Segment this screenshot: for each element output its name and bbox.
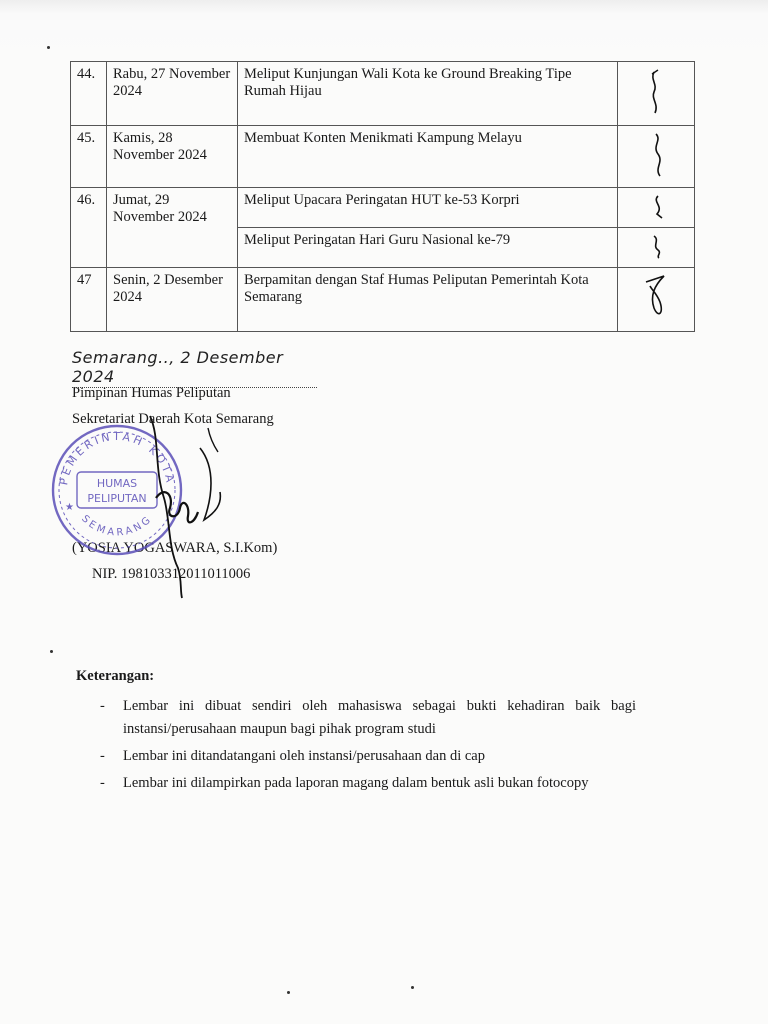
bullet-dash: - <box>100 775 105 791</box>
paraf-cell <box>618 126 695 188</box>
paraf-signature <box>624 66 701 118</box>
paraf-signature <box>624 192 701 220</box>
table-row <box>71 62 695 126</box>
handwritten-date: Semarang.., 2 Desember 2024 <box>72 348 317 388</box>
row-activity: Membuat Konten Menikmati Kampung Melayu <box>238 126 618 188</box>
row-date: Rabu, 27 November 2024 <box>107 62 238 126</box>
notes-title: Keterangan: <box>76 668 155 684</box>
note-text: Lembar ini ditandatangani oleh instansi/perusahaan dan di cap <box>123 748 485 764</box>
paraf-signature <box>624 232 701 260</box>
notes-list <box>76 695 636 795</box>
row-date: Jumat, 29 November 2024 <box>107 188 238 268</box>
signer-nip: NIP. 198103312011011006 <box>92 566 251 582</box>
paraf-signature <box>624 272 701 324</box>
signer-office: Sekretariat Daerah Kota Semarang <box>72 411 274 427</box>
stamp-ring-bottom: SEMARANG <box>79 513 155 539</box>
row-number: 45. <box>71 126 107 188</box>
list-item <box>76 745 636 768</box>
star-icon: ★ <box>65 502 74 513</box>
row-activity: Meliput Peringatan Hari Guru Nasional ke-79 <box>238 228 618 268</box>
list-item <box>76 772 636 795</box>
row-number: 47 <box>71 268 107 332</box>
speck <box>411 986 414 989</box>
stamp-center-line1: HUMAS <box>96 477 138 490</box>
paraf-cell <box>618 188 695 228</box>
activity-log-table <box>70 61 695 332</box>
row-number: 46. <box>71 188 107 268</box>
table-row <box>71 126 695 188</box>
paraf-cell <box>618 228 695 268</box>
notes-section <box>76 668 636 799</box>
bullet-dash: - <box>100 698 105 714</box>
row-activity: Meliput Upacara Peringatan HUT ke-53 Korpri <box>238 188 618 228</box>
table-row <box>71 268 695 332</box>
speck <box>287 991 290 994</box>
handwritten-signature <box>120 408 240 603</box>
note-text: Lembar ini dibuat sendiri oleh mahasiswa sebagai bukti kehadiran baik bagi instansi/perusahaan maupun bagi pihak program studi <box>123 698 636 737</box>
row-date: Senin, 2 Desember 2024 <box>107 268 238 332</box>
paraf-signature <box>624 130 701 180</box>
paraf-cell <box>618 62 695 126</box>
stamp-ring-top: PEMERINTAH KOTA <box>57 429 177 487</box>
row-date: Kamis, 28 November 2024 <box>107 126 238 188</box>
paraf-cell <box>618 268 695 332</box>
speck <box>50 650 53 653</box>
stamp-center-line2: PELIPUTAN <box>87 492 147 505</box>
row-number: 44. <box>71 62 107 126</box>
list-item <box>76 695 636 741</box>
note-text: Lembar ini dilampirkan pada laporan magang dalam bentuk asli bukan fotocopy <box>123 775 589 791</box>
signer-position: Pimpinan Humas Peliputan <box>72 385 231 401</box>
signer-name: (YOSIA YOGASWARA, S.I.Kom) <box>72 540 278 556</box>
bullet-dash: - <box>100 748 105 764</box>
row-activity: Meliput Kunjungan Wali Kota ke Ground Breaking Tipe Rumah Hijau <box>238 62 618 126</box>
table-row <box>71 188 695 228</box>
speck <box>47 46 50 49</box>
row-activity: Berpamitan dengan Staf Humas Peliputan Pemerintah Kota Semarang <box>238 268 618 332</box>
